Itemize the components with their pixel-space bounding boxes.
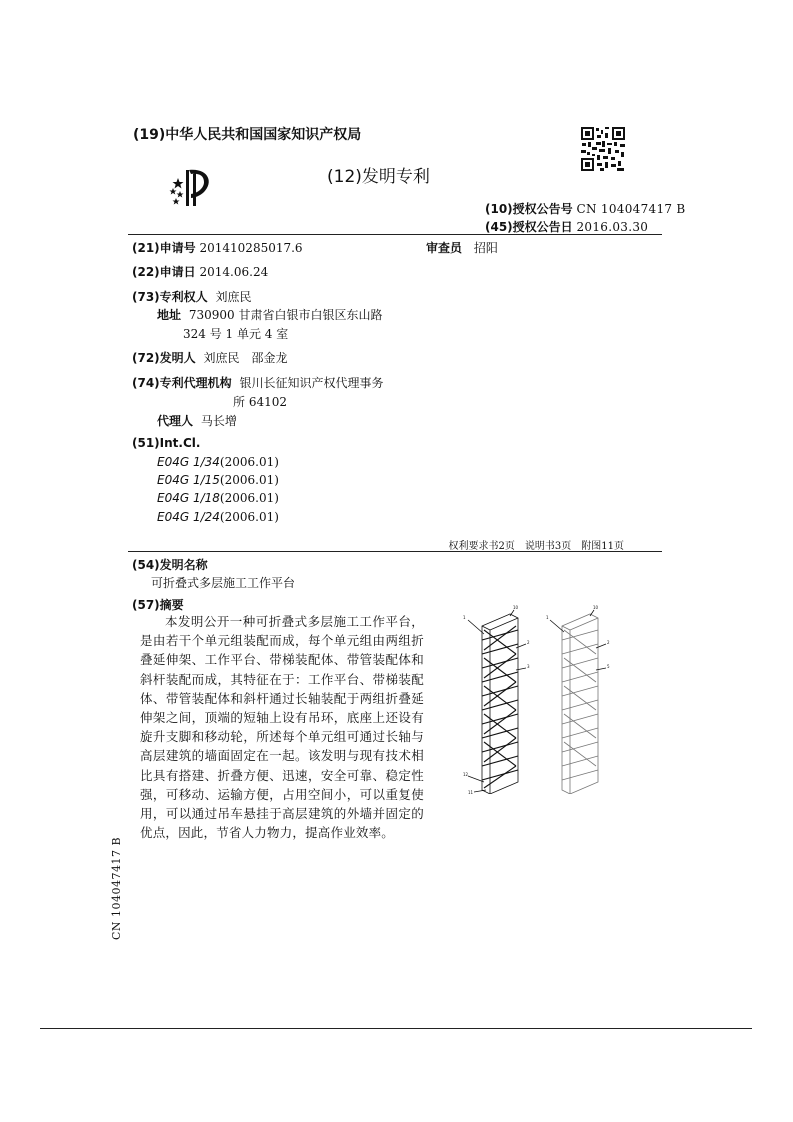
header-divider: [128, 234, 662, 235]
abstract-figure: [460, 604, 620, 794]
int-cl-item: [157, 510, 279, 524]
examiner-label: 审查员: [426, 241, 463, 255]
qr-code: [580, 126, 626, 172]
side-publication-number: CN 104047417 B: [110, 836, 123, 940]
filing-date-value: 2014.06.24: [199, 265, 269, 279]
pub-date-label: (45)授权公告日: [485, 220, 573, 234]
cnipa-logo-icon: [164, 160, 226, 210]
agency-row: [132, 374, 384, 391]
app-no-row: [132, 239, 303, 256]
filing-date-label: (22)申请日: [132, 265, 196, 279]
agent-row: [157, 412, 237, 429]
inventor-value: 刘庶民 邵金龙: [203, 351, 288, 365]
patentee-row: [132, 288, 252, 305]
inventor-row: [132, 349, 288, 366]
ipc-code: E04G 1/24: [157, 510, 220, 524]
document-type: (12)发明专利: [327, 167, 430, 187]
pub-date-value: 2016.03.30: [576, 220, 649, 234]
agent-value: 马长增: [200, 414, 237, 428]
app-no-value: 201410285017.6: [199, 241, 303, 255]
int-cl-label: (51)Int.Cl.: [132, 436, 201, 450]
int-cl-item: [157, 473, 279, 487]
agency-line2: 所 64102: [233, 395, 287, 409]
cnipa-logo: [164, 160, 226, 210]
page-counts: 权利要求书2页 说明书3页 附图11页: [448, 541, 624, 552]
agency-line1: 银川长征知识产权代理事务: [239, 376, 384, 390]
figure-label: 10: [593, 605, 599, 610]
abstract-label: (57)摘要: [132, 598, 184, 612]
pub-no-row: [485, 200, 686, 217]
app-no-label: (21)申请号: [132, 241, 196, 255]
address-row: [157, 306, 382, 323]
agent-label: 代理人: [157, 414, 194, 428]
figure-label: 5: [607, 664, 610, 669]
figure-label: 10: [513, 605, 519, 610]
examiner-row: [426, 239, 498, 256]
office-name: (19)中华人民共和国国家知识产权局: [133, 127, 362, 143]
scaffold-drawing-icon: [460, 604, 620, 794]
address-line1: 730900 甘肃省白银市白银区东山路: [188, 308, 383, 322]
figure-label: 3: [527, 664, 530, 669]
figure-label: 2: [607, 640, 610, 645]
abstract-text: 本发明公开一种可折叠式多层施工工作平台，是由若干个单元组装配而成，每个单元组由两组折叠延伸架、工作平台、带梯装配体、带管装配体和斜杆装配而成，其特征在于：工作平台、带梯装配体、带管装配体和斜杆通过长轴装配于两组折叠延伸架之间，顶端的短轴上设有吊环，底座上还设有旋升支脚和移动轮，所述每个单元组可通过长轴与高层建筑的墙面固定在一起。该发明与现有技术相比具有搭建、折叠方便、迅速，安全可靠、稳定性强，可移动、运输方便，占用空间小，可以重复使用，可以通过吊车悬挂于高层建筑的外墙并固定的优点，因此，节省人力物力，提高作业效率。: [140, 614, 424, 841]
filing-date-row: [132, 263, 268, 280]
int-cl-item: [157, 491, 279, 505]
ipc-code: E04G 1/15: [157, 473, 220, 487]
figure-label: 12: [463, 772, 469, 777]
ipc-version: (2006.01): [219, 510, 279, 524]
figure-label: 2: [527, 640, 530, 645]
figure-label: 11: [468, 790, 474, 794]
footer-divider: [40, 1028, 752, 1029]
inventor-label: (72)发明人: [132, 351, 196, 365]
agency-label: (74)专利代理机构: [132, 376, 232, 390]
int-cl-item: [157, 455, 279, 469]
patentee-label: (73)专利权人: [132, 290, 208, 304]
qr-code-icon: [580, 126, 626, 172]
pub-no-label: (10)授权公告号: [485, 202, 573, 216]
pub-date-row: [485, 218, 648, 235]
title-label: (54)发明名称: [132, 558, 208, 572]
address-line2: 324 号 1 单元 4 室: [183, 327, 289, 341]
pub-no-value: CN 104047417 B: [576, 202, 686, 216]
biblio-divider: [128, 551, 662, 552]
ipc-code: E04G 1/18: [157, 491, 220, 505]
ipc-version: (2006.01): [219, 455, 279, 469]
patentee-value: 刘庶民: [215, 290, 252, 304]
invention-title: 可折叠式多层施工工作平台: [151, 576, 296, 590]
figure-label: 1: [546, 615, 549, 620]
examiner-value: 招阳: [473, 241, 498, 255]
ipc-version: (2006.01): [219, 473, 279, 487]
figure-label: 1: [463, 615, 466, 620]
ipc-version: (2006.01): [219, 491, 279, 505]
address-label: 地址: [157, 308, 182, 322]
ipc-code: E04G 1/34: [157, 455, 220, 469]
